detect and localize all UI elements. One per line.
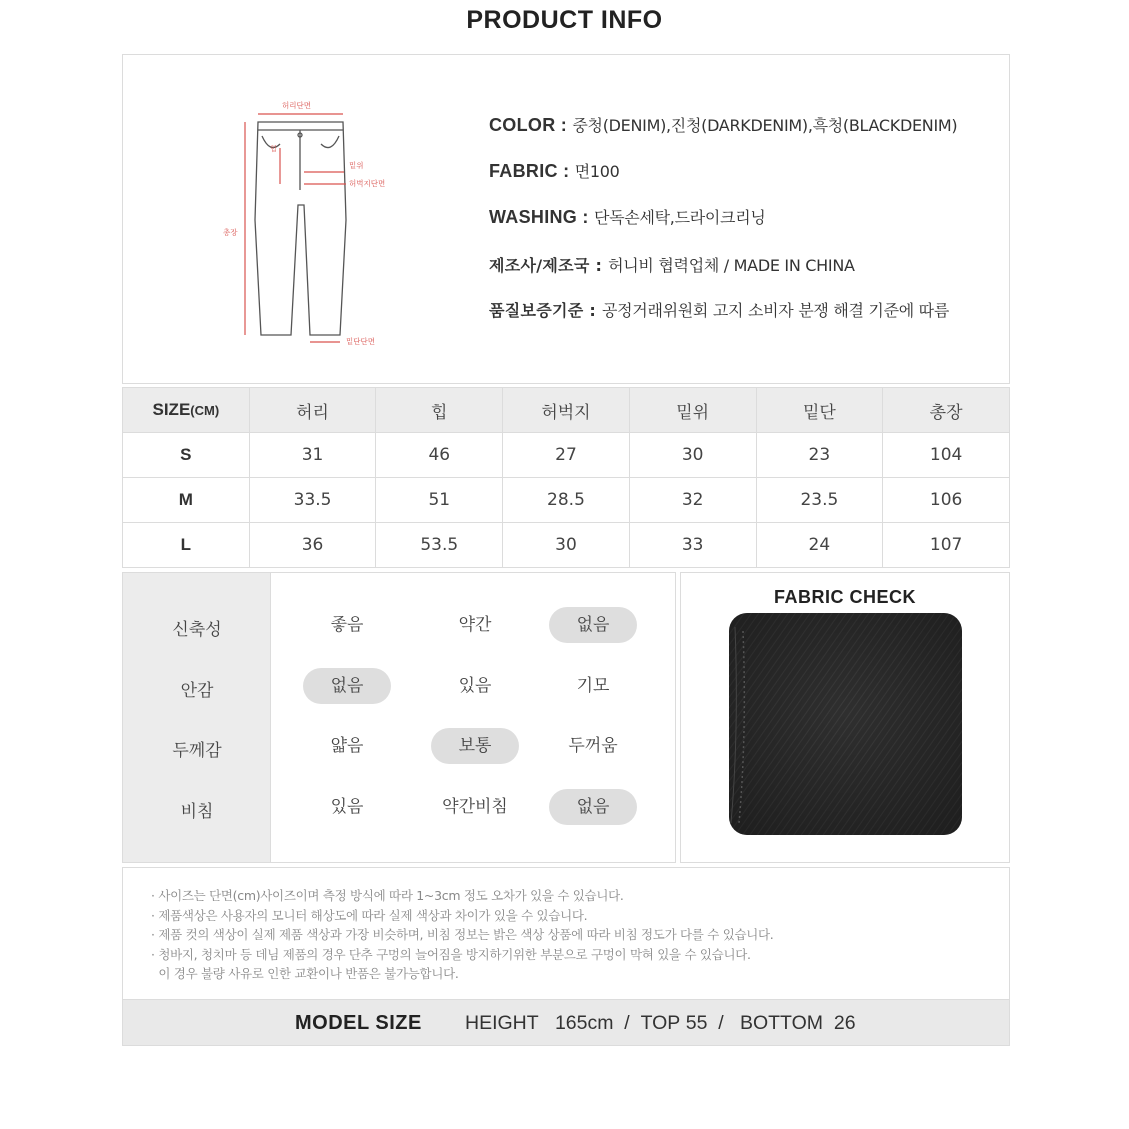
table-row (123, 433, 1010, 478)
column-header: 허리 (249, 388, 376, 433)
info-row-quality: 품질보증기준 : 공정거래위원회 고지 소비자 분쟁 해결 기준에 따름 (489, 301, 949, 320)
table-cell: 33.5 (249, 478, 376, 523)
table-cell: 32 (629, 478, 756, 523)
table-cell: 27 (503, 433, 630, 478)
model-bottom-label: BOTTOM (739, 1012, 823, 1034)
table-cell: 107 (883, 523, 1010, 568)
note-line: · 제품 컷의 색상이 실제 제품 색상과 가장 비슷하며, 비침 정보는 밝은 색상 상품에 따라 비침 정도가 다를 수 있습니다. (151, 927, 774, 942)
attribute-option: 약간 (458, 615, 492, 635)
table-cell: 30 (629, 433, 756, 478)
pants-diagram (218, 100, 398, 360)
diagram-label-hem: 밑단단면 (346, 337, 375, 346)
table-cell: 23.5 (756, 478, 883, 523)
model-size-bar (122, 999, 1010, 1046)
attribute-option: 두꺼움 (568, 736, 618, 756)
table-cell: 23 (756, 433, 883, 478)
column-header: 허벅지 (503, 388, 630, 433)
table-row (123, 523, 1010, 568)
size-cell: S (123, 433, 250, 478)
model-top-label: TOP (640, 1012, 681, 1034)
attribute-label-stretch: 신축성 (172, 620, 222, 640)
model-size-label: MODEL SIZE (295, 1012, 422, 1034)
attribute-option-selected: 없음 (549, 789, 637, 825)
column-header: 밑단 (756, 388, 883, 433)
attribute-label-lining: 안감 (180, 681, 214, 701)
column-header: 밑위 (629, 388, 756, 433)
size-column-header: SIZE(CM) (123, 388, 250, 433)
diagram-label-length: 총장 (223, 228, 238, 237)
attribute-label-sheerness: 비침 (180, 802, 214, 822)
table-cell: 28.5 (503, 478, 630, 523)
info-row-manufacturer: 제조사/제조국 : 허니비 협력업체 / MADE IN CHINA (489, 256, 855, 275)
table-cell: 31 (249, 433, 376, 478)
attribute-option: 좋음 (330, 615, 364, 635)
model-height-label: HEIGHT (465, 1012, 539, 1034)
column-header: 총장 (883, 388, 1010, 433)
table-cell: 30 (503, 523, 630, 568)
table-cell: 104 (883, 433, 1010, 478)
table-cell: 106 (883, 478, 1010, 523)
model-size-values: HEIGHT 165cm / TOP 55 / BOTTOM 26 (465, 1012, 856, 1034)
diagram-label-hip: 힙 (270, 145, 277, 153)
note-line: · 사이즈는 단면(cm)사이즈이며 측정 방식에 따라 1~3cm 정도 오차가 있을 수 있습니다. (151, 888, 624, 903)
table-cell: 33 (629, 523, 756, 568)
table-row (123, 478, 1010, 523)
size-table (122, 387, 1010, 568)
model-bottom-value: 26 (833, 1012, 856, 1034)
table-cell: 46 (376, 433, 503, 478)
info-row-washing: WASHING : 단독손세탁,드라이크리닝 (489, 207, 766, 227)
attribute-option-selected: 없음 (549, 607, 637, 643)
diagram-label-waist: 허리단면 (282, 101, 311, 110)
note-line: · 제품색상은 사용자의 모니터 해상도에 따라 실제 색상과 차이가 있을 수 있습니다. (151, 907, 588, 923)
table-cell: 51 (376, 478, 503, 523)
attribute-labels-column (123, 573, 271, 862)
table-cell: 36 (249, 523, 376, 568)
table-cell: 53.5 (376, 523, 503, 568)
note-line: 이 경우 불량 사유로 인한 교환이나 반품은 불가능합니다. (151, 966, 459, 981)
fabric-swatch-image (729, 613, 962, 835)
attribute-option-selected: 보통 (431, 728, 519, 764)
table-cell: 24 (756, 523, 883, 568)
attribute-label-thickness: 두께감 (172, 741, 222, 761)
model-height-value: 165cm (554, 1012, 614, 1034)
attribute-option: 약간비침 (442, 797, 508, 817)
attribute-option: 기모 (576, 676, 610, 696)
info-row-color: COLOR : 중청(DENIM),진청(DARKDENIM),흑청(BLACKDENIM) (489, 115, 958, 135)
model-top-value: 55 (685, 1012, 708, 1034)
size-cell: M (123, 478, 250, 523)
product-info-box (122, 54, 1010, 384)
page-title: PRODUCT INFO (466, 6, 663, 34)
fabric-attributes-panel (122, 572, 676, 863)
diagram-label-thigh: 허벅지단면 (349, 179, 386, 188)
diagram-label-rise: 밑위 (349, 161, 364, 170)
attribute-option: 얇음 (330, 736, 364, 756)
attribute-option: 있음 (458, 676, 492, 696)
fabric-check-panel (680, 572, 1010, 863)
attribute-option-selected: 없음 (303, 668, 391, 704)
fabric-check-title: FABRIC CHECK (773, 587, 916, 607)
note-line: · 청바지, 청치마 등 데님 제품의 경우 단추 구멍의 늘어짐을 방지하기위한 부분으로 구멍이 막혀 있을 수 있습니다. (151, 946, 751, 962)
pants-outline-icon (218, 100, 398, 360)
size-table-header (123, 388, 1010, 433)
column-header: 힙 (376, 388, 503, 433)
size-cell: L (123, 523, 250, 568)
attribute-option: 있음 (330, 797, 364, 817)
notes-panel (122, 867, 1010, 1000)
info-row-fabric: FABRIC : 면100 (489, 161, 620, 181)
